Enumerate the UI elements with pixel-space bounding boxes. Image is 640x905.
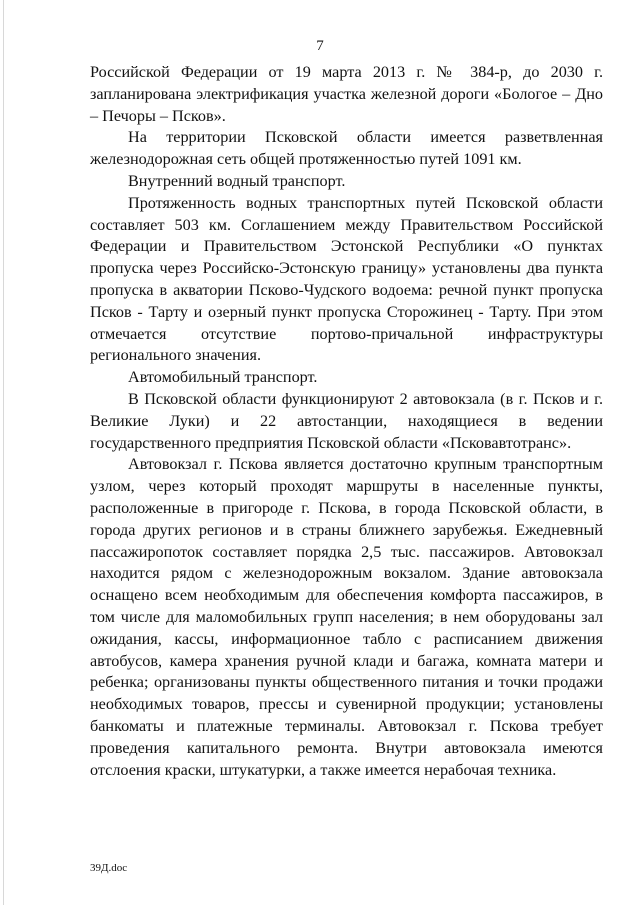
paragraph-railway-network: На территории Псковской области имеется разветвленная железнодорожная сеть общей протяженностью путей 1091 км. xyxy=(90,128,603,169)
heading-road-transport: Автомобильный транспорт. xyxy=(128,368,318,387)
paragraph-bus-stations: В Псковской области функционируют 2 автовокзала (в г. Псков и г. Великие Луки) и 22 автостанции, находящиеся в ведении государственного предприятия Псковской области «Псковавтотранс». xyxy=(90,389,603,452)
paragraph-water-transport: Протяженность водных транспортных путей Псковской области составляет 503 км. Соглашением между Правительством Российской Федерации и Правительством Эстонской Республики «О пунктах пропуска через Российско-Эстонскую границу» установлены два пункта пропуска в акватории Псково-Чудского водоема: речной пункт пропуска Псков - Тарту и озерный пункт пропуска Сторожинец - Тарту. При этом отмечается отсутствие портово-причальной инфраструктуры регионального значения. xyxy=(90,193,603,365)
footer-file-name: 39Д.doc xyxy=(90,862,128,874)
page-number: 7 xyxy=(316,38,324,54)
heading-water-transport: Внутренний водный транспорт. xyxy=(128,171,346,190)
paragraph-pskov-bus-station: Автовокзал г. Пскова является достаточно крупным транспортным узлом, через который проходят маршруты в населенные пункты, расположенные в пригороде г. Пскова, в города Псковской области, в города других регионов и в страны ближнего зарубежья. Ежедневный пассажиропоток составляет порядка 2,5 тыс. пассажиров. Автовокзал находится рядом с железнодорожным вокзалом. Здание автовокзала оснащено всем необходимым для обеспечения комфорта пассажиров, в том числе для маломобильных групп населения; в нем оборудованы зал ожидания, кассы, информационное табло с расписанием движения автобусов, камера хранения ручной клади и багажа, комната матери и ребенка; организованы пункты общественного питания и точки продажи необходимых товаров, прессы и сувенирной продукции; установлены банкоматы и платежные терминалы. Автовокзал г. Пскова требует проведения капитального ремонта. Внутри автовокзала имеются отслоения краски, штукатурки, а также имеется нерабочая техника. xyxy=(90,455,603,779)
paragraph-railway-continuation: Российской Федерации от 19 марта 2013 г. № 384-р, до 2030 г. запланирована электрификация участка железной дороги «Бологое – Дно – Печоры – Псков». xyxy=(90,63,603,125)
document-body xyxy=(90,62,603,781)
page-edge-line xyxy=(3,0,4,905)
